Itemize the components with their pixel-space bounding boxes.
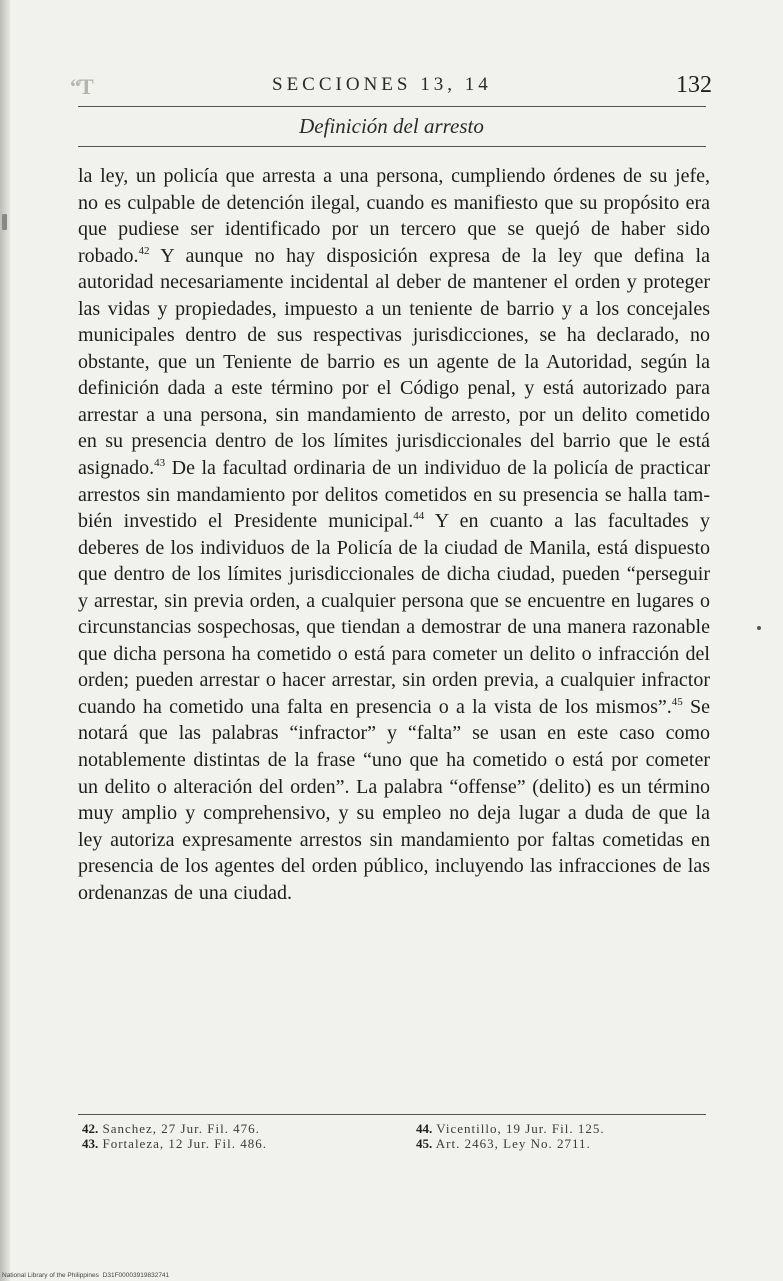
subtitle-rule [78, 146, 706, 147]
footnote-text: Fortaleza, 12 Jur. Fil. 486. [102, 1136, 267, 1151]
text-segment: De la facultad ordinaria de un individuo de la policía de practicar arrestos sin mandamiento por delitos cometidos en su presencia se halla también investido el Presidente municipal. [78, 457, 710, 533]
footnote-44 [416, 1121, 605, 1136]
footnote-text: Vicentillo, 19 Jur. Fil. 125. [436, 1121, 605, 1136]
footnote-ref-44: 44 [413, 510, 425, 523]
text-segment: Se notará que las palabras “infractor” y “falta” se usan en este caso como notablemente distintas de la frase “uno que ha cometido o está por cometer un delito o alteración del orden”. La palabra “offense” (delito) es un término muy amplio y comprehensivo, y su empleo no deja lugar a duda de que la ley autoriza expresamente arrestos sin mandamiento por faltas cometidas en presencia de los agentes del orden público, incluyendo las infracciones de las ordenanzas de una ciudad. [78, 695, 711, 904]
running-head: SECCIONES 13, 14 [272, 74, 492, 95]
scan-library-label: National Library of the Philippines [2, 1272, 99, 1279]
footnote-text: Sanchez, 27 Jur. Fil. 476. [102, 1121, 260, 1136]
scan-speck [757, 626, 761, 630]
footnote-ref-45: 45 [671, 695, 683, 708]
header-rule [78, 106, 706, 107]
scan-footer [0, 1271, 783, 1281]
footnote-ref-43: 43 [154, 457, 166, 470]
corner-mark: “T [70, 74, 92, 99]
footnote-rule [78, 1114, 706, 1115]
footnote-number: 44. [416, 1121, 433, 1136]
page-number: 132 [676, 72, 712, 98]
scan-code: D31F00003919832741 [102, 1272, 170, 1279]
footnote-number: 45. [416, 1136, 433, 1151]
footnote-43 [82, 1136, 267, 1151]
page-left-edge [0, 0, 10, 1281]
footnotes-right [416, 1121, 605, 1151]
body-paragraph [78, 163, 710, 906]
footnote-42 [82, 1121, 267, 1136]
footnotes-left [82, 1121, 267, 1151]
text-segment: la ley, un policía que arresta a una persona, cumpliendo órdenes de su jefe, no es culpable de detención ilegal, cuando es manifiesto que su propósito era que pudiese ser identificado por un tercero que se quejó de haber sido robado. [78, 165, 710, 267]
footnote-number: 43. [82, 1136, 99, 1151]
footnote-text: Art. 2463, Ley No. 2711. [435, 1136, 591, 1151]
scan-speck [2, 214, 7, 230]
footnote-45 [416, 1136, 605, 1151]
page-subtitle: Definición del arresto [299, 114, 484, 138]
footnote-number: 42. [82, 1121, 99, 1136]
footnote-ref-42: 42 [138, 244, 150, 257]
text-segment: Y en cuanto a las facultades y deberes de los individuos de la Policía de la ciudad de Manila, está dispuesto que dentro de los límites jurisdiccionales de dicha ciudad, pueden “perseguir y arrestar, sin previa orden, a cualquier persona que se encuentre en lugares o circunstancias sospechosas, que tiendan a demostrar de una manera razonable que dicha persona ha cometido o está para cometer un delito o infracción del orden; pueden arrestar o hacer arrestar, sin orden previa, a cualquier infractor cuando ha cometido una falta en presencia o a la vista de los mismos”. [78, 510, 710, 718]
text-segment: Y aunque no hay disposición expresa de la ley que defina la autoridad necesariamente incidental al deber de mantener el orden y proteger las vidas y propiedades, impuesto a un teniente de barrio y a los concejales municipales dentro de sus respectivas jurisdicciones, se ha declarado, no obstante, que un Teniente de barrio es un agente de la Autoridad, según la definición dada a este término por el Código penal, y está autorizado para arrestar a una persona, sin mandamiento de arresto, por un delito cometido en su presencia dentro de los límites jurisdiccionales del barrio que le está asignado. [78, 244, 710, 480]
